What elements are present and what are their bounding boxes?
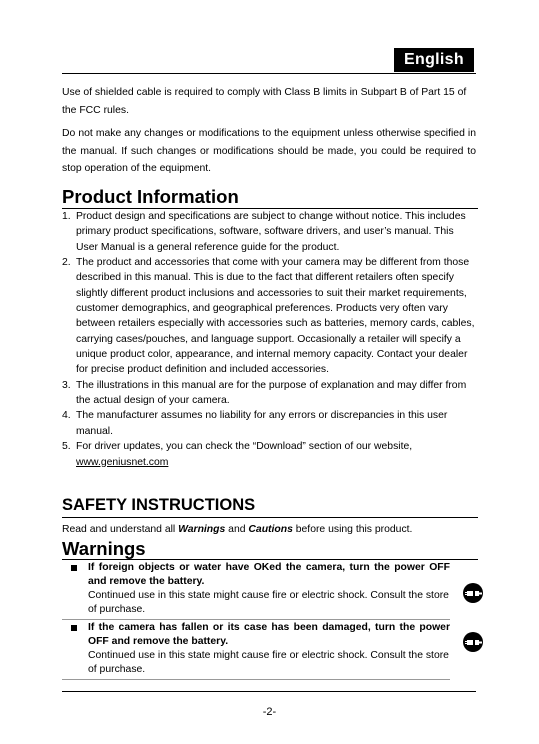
warnings-list <box>62 561 450 680</box>
list-number: 3. <box>62 379 71 391</box>
list-item <box>62 255 478 378</box>
safety-intro-cautions: Cautions <box>248 524 293 535</box>
list-item <box>62 209 478 255</box>
list-text: The manufacturer assumes no liability for any errors or discrepancies in this user manual. <box>76 410 448 437</box>
safety-intro <box>62 521 482 539</box>
list-item <box>62 378 478 409</box>
list-item <box>62 439 478 470</box>
fcc-paragraph-2: Do not make any changes or modifications to the equipment unless otherwise specified in the manual. If such changes or modifications should be made, you could be required to stop operation of the equipment. <box>62 128 476 174</box>
warning-body: Continued use in this state might cause fire or electric shock. Consult the store of purchase. <box>88 590 449 615</box>
warning-item <box>62 621 450 680</box>
divider <box>62 619 450 620</box>
square-bullet-icon <box>71 625 77 631</box>
warnings-heading: Warnings <box>62 538 146 559</box>
unplug-icon <box>462 631 484 653</box>
list-text: The illustrations in this manual are for the purpose of explanation and may differ from the actual design of your camera. <box>76 379 467 407</box>
warning-title: If foreign objects or water have OKed the camera, turn the power OFF and remove the battery. <box>88 562 450 587</box>
list-text: Product design and specifications are subject to change without notice. This includes primary product specifications, software, software drivers, and user’s manual. This User Manual is a general reference guide for the product. <box>76 211 466 253</box>
page-number: -2- <box>262 706 277 718</box>
warning-body: Continued use in this state might cause fire or electric shock. Consult the store of purchase. <box>88 650 449 675</box>
list-text: For driver updates, you can check the “Download” section of our website, <box>76 441 413 453</box>
safety-intro-warnings: Warnings <box>178 524 226 535</box>
list-item <box>62 408 478 439</box>
safety-intro-suffix: before using this product. <box>292 524 413 535</box>
footer-rule <box>62 691 476 692</box>
square-bullet-icon <box>71 565 77 571</box>
safety-intro-prefix: Read and understand all <box>62 524 179 535</box>
warnings-rule <box>62 559 478 560</box>
safety-intro-and: and <box>225 524 249 535</box>
language-badge <box>394 48 474 72</box>
website-link[interactable]: www.geniusnet.com <box>76 456 169 468</box>
warning-title: If the camera has fallen or its case has been damaged, turn the power OFF and remove the battery. <box>88 622 450 647</box>
unplug-icon <box>462 582 484 604</box>
safety-heading: SAFETY INSTRUCTIONS <box>62 496 256 514</box>
fcc-paragraph-1: Use of shielded cable is required to comply with Class B limits in Subpart B of Part 15 of the FCC rules. <box>62 87 467 116</box>
list-number: 1. <box>62 211 71 222</box>
product-info-list <box>62 209 478 470</box>
divider <box>62 679 450 680</box>
list-text: The product and accessories that come with your camera may be different from those described in this manual. This is due to the fact that different retailers often specify slightly different product inclusions and accessories to suit their market requirements, customer demographics, and geographical preferences. Products very often vary between retailers especially with accessories such as batteries, memory cards, cables, carrying cases/pouches, and language support. Occasionally a retailer will specify a unique product color, appearance, and internal memory capacity. Contact your dealer for precise product definition and included accessories. <box>76 257 475 376</box>
list-number: 5. <box>62 441 71 453</box>
product-info-heading: Product Information <box>62 186 239 207</box>
list-number: 4. <box>62 410 71 422</box>
safety-rule <box>62 517 478 518</box>
list-number: 2. <box>62 257 71 269</box>
language-label: English <box>404 51 464 68</box>
header-rule <box>62 73 476 74</box>
warning-item <box>62 561 450 620</box>
